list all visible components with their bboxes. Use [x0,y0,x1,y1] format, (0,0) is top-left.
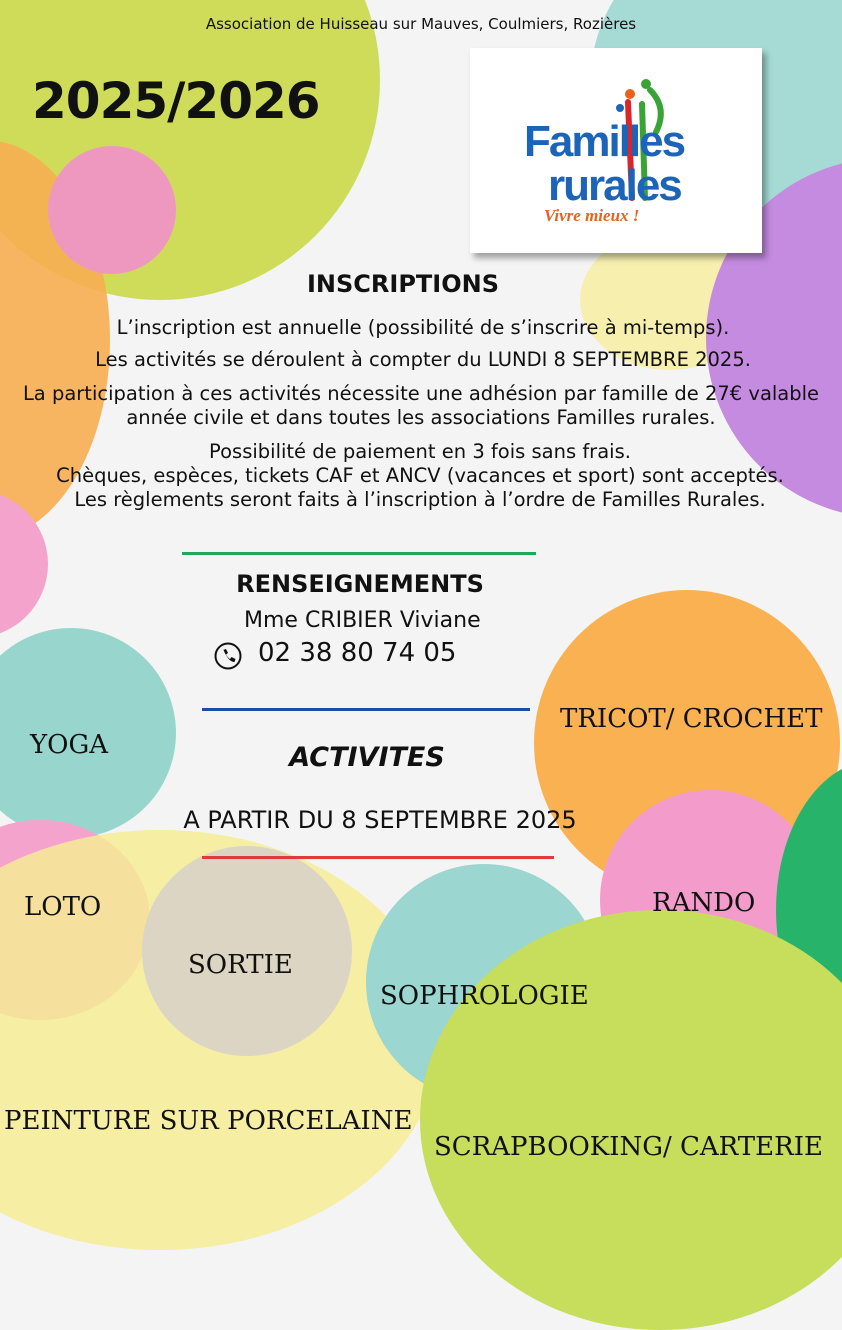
activity-rando: RANDO [652,888,756,918]
inscriptions-paragraph-4: Possibilité de paiement en 3 fois sans frais. Chèques, espèces, tickets CAF et ANCV (vacances et sport) sont acceptés. Les règlements seront faits à l’inscription à l’ordre de Familles Rurales. [56,440,784,511]
inscriptions-title: INSCRIPTIONS [307,270,499,298]
season-year: 2025/2026 [32,72,320,130]
logo-tagline: Vivre mieux ! [544,206,640,225]
activites-start-date: A PARTIR DU 8 SEPTEMBRE 2025 [183,806,577,834]
activity-yoga: YOGA [30,730,109,760]
phone-icon [214,642,242,670]
activity-peinture-porcelaine: PEINTURE SUR PORCELAINE [4,1106,413,1136]
inscriptions-paragraph-1: L’inscription est annuelle (possibilité de s’inscrire à mi-temps). [116,316,730,339]
activity-tricot-crochet: TRICOT/ CROCHET [560,704,823,734]
activites-title: ACTIVITES [289,742,445,773]
divider-green [182,552,536,555]
bg-circle-pink-top [48,146,176,274]
contact-name: Mme CRIBIER Viviane [244,608,481,633]
activity-sortie: SORTIE [188,950,293,980]
logo-line1: Familles [524,117,685,166]
phone-number: 02 38 80 74 05 [258,638,457,668]
association-name: Association de Huisseau sur Mauves, Coulmiers, Rozières [205,15,637,33]
divider-red [202,856,554,859]
logo-line2: rurales [548,161,681,210]
familles-rurales-logo [470,48,762,253]
activity-sophrologie: SOPHROLOGIE [380,981,589,1011]
inscriptions-paragraph-3: La participation à ces activités nécessite une adhésion par famille de 27€ valable année civile et dans toutes les associations Familles rurales. [22,382,820,429]
inscriptions-paragraph-2: Les activités se déroulent à compter du LUNDI 8 SEPTEMBRE 2025. [95,348,751,371]
renseignements-title: RENSEIGNEMENTS [236,570,484,598]
activity-loto: LOTO [24,892,102,922]
divider-blue [202,708,530,711]
activity-scrapbooking-carterie: SCRAPBOOKING/ CARTERIE [434,1132,823,1162]
